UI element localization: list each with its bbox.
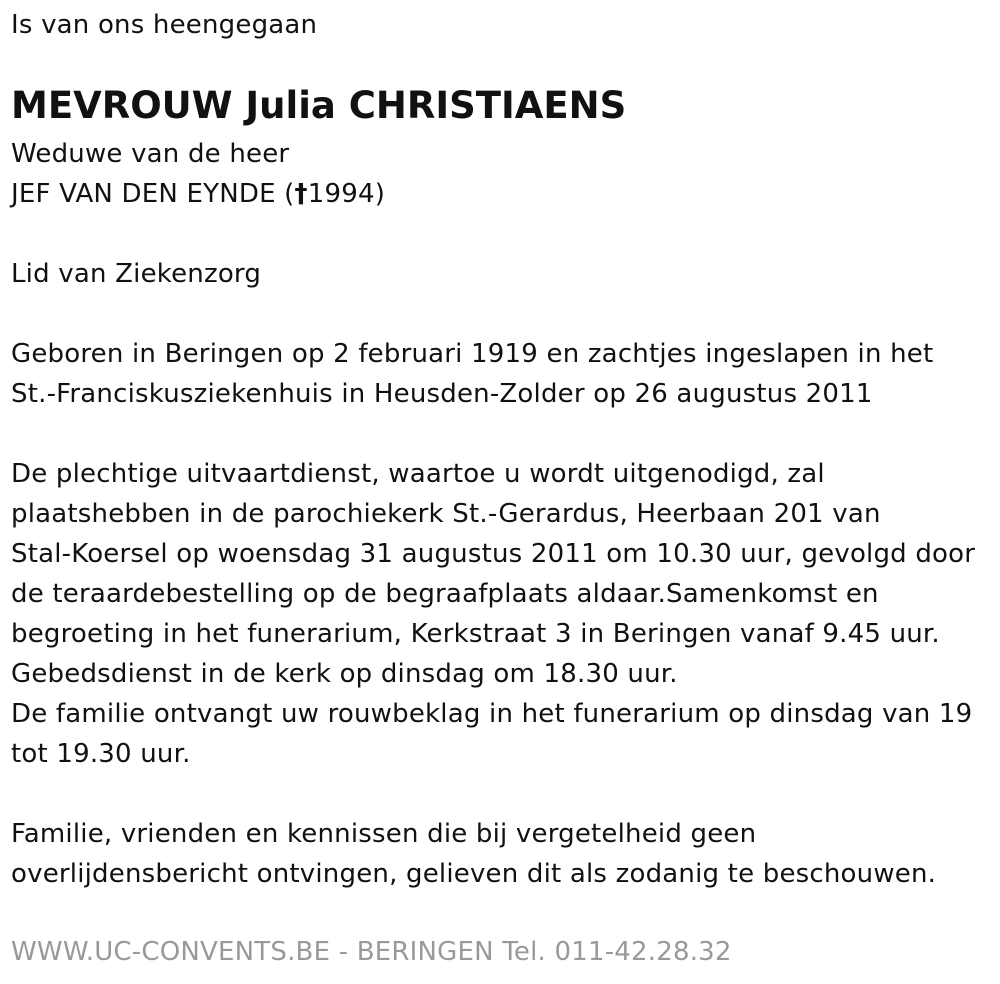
service-line: Stal-Koersel op woensdag 31 augustus 2011 om 10.30 uur, gevolgd door <box>11 539 976 569</box>
spouse-intro: Weduwe van de heer <box>11 139 290 169</box>
service-line: de teraardebestelling op de begraafplaats aldaar.Samenkomst en <box>11 579 879 609</box>
service-line: begroeting in het funerarium, Kerkstraat 3 in Beringen vanaf 9.45 uur. <box>11 619 940 649</box>
notice-line: Familie, vrienden en kennissen die bij vergetelheid geen <box>11 819 757 849</box>
notice-line: overlijdensbericht ontvingen, gelieven dit als zodanig te beschouwen. <box>11 859 937 889</box>
service-line: Gebedsdienst in de kerk op dinsdag om 18.30 uur. <box>11 659 678 689</box>
deceased-name: MEVROUW Julia CHRISTIAENS <box>11 84 627 127</box>
service-line: De familie ontvangt uw rouwbeklag in het funerarium op dinsdag van 19 <box>11 699 973 729</box>
service-line: plaatshebben in de parochiekerk St.-Gerardus, Heerbaan 201 van <box>11 499 881 529</box>
spouse-death-year: 1994) <box>307 179 386 209</box>
cross-icon: † <box>294 179 308 209</box>
birth-death-line: St.-Franciskusziekenhuis in Heusden-Zolder op 26 augustus 2011 <box>11 379 873 409</box>
birth-death-line: Geboren in Beringen op 2 februari 1919 en zachtjes ingeslapen in het <box>11 339 934 369</box>
service-line: De plechtige uitvaartdienst, waartoe u wordt uitgenodigd, zal <box>11 459 825 489</box>
spouse-line <box>11 174 385 214</box>
intro-text: Is van ons heengegaan <box>11 10 318 40</box>
membership-text: Lid van Ziekenzorg <box>11 259 262 289</box>
spouse-name: JEF VAN DEN EYNDE ( <box>11 179 295 209</box>
service-line: tot 19.30 uur. <box>11 739 191 769</box>
footer-contact: WWW.UC-CONVENTS.BE - BERINGEN Tel. 011-42.28.32 <box>11 937 732 967</box>
